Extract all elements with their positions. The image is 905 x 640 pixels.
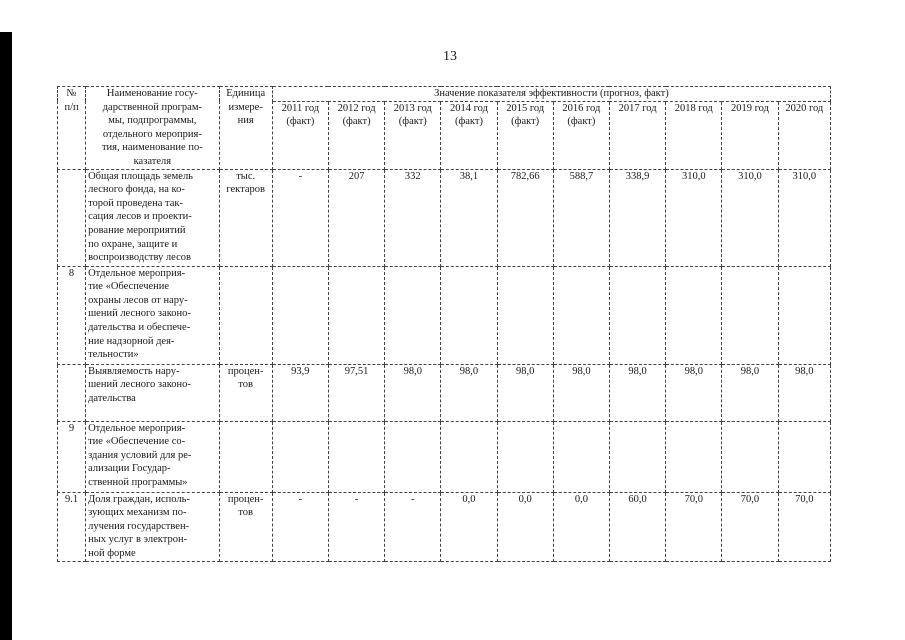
header-year-label: 2016 год <box>562 102 601 114</box>
row-value: 70,0 <box>666 492 722 561</box>
row-value: 98,0 <box>778 364 830 421</box>
row-value: 70,0 <box>722 492 778 561</box>
row-value: 38,1 <box>441 169 497 266</box>
row-number: 9 <box>58 421 86 492</box>
row-value: 60,0 <box>609 492 665 561</box>
row-value <box>609 266 665 364</box>
header-year-label: 2017 год <box>618 102 657 114</box>
row-value: 338,9 <box>609 169 665 266</box>
header-row-1 <box>58 87 831 102</box>
row-value: 98,0 <box>497 364 553 421</box>
row-value: 98,0 <box>385 364 441 421</box>
indicators-table <box>57 86 831 562</box>
row-value <box>666 266 722 364</box>
header-year-label: 2015 год <box>506 102 545 114</box>
row-value <box>385 421 441 492</box>
row-value: 98,0 <box>722 364 778 421</box>
row-name: Доля граждан, исполь- зующих механизм по- лучения государствен- ных услуг в электрон- ной форме <box>86 492 219 561</box>
row-value <box>385 266 441 364</box>
row-value <box>272 266 328 364</box>
row-value: 97,51 <box>328 364 384 421</box>
row-unit <box>219 421 272 492</box>
row-value <box>778 266 830 364</box>
row-value: 0,0 <box>497 492 553 561</box>
row-unit <box>219 266 272 364</box>
header-name: Наименование госу- дарственной програм- мы, подпрограммы, отдельного мероприя- тия, наименование по- казателя <box>86 87 219 170</box>
row-name: Общая площадь земель лесного фонда, на ко- торой проведена так- сация лесов и проекти- рование мероприятий по охране, защите и воспроизводству лесов <box>86 169 219 266</box>
row-value <box>497 421 553 492</box>
row-name: Отдельное мероприя- тие «Обеспечение со- здания условий для ре- ализации Государ- ственной программы» <box>86 421 219 492</box>
row-number: 8 <box>58 266 86 364</box>
row-value <box>497 266 553 364</box>
row-value <box>722 266 778 364</box>
header-year-note: (факт) <box>342 116 371 128</box>
row-value: 98,0 <box>553 364 609 421</box>
header-year <box>272 101 328 169</box>
header-unit: Единица измере- ния <box>219 87 272 170</box>
row-value: 98,0 <box>441 364 497 421</box>
header-year <box>722 101 778 169</box>
table-row <box>58 492 831 561</box>
header-year-note: (факт) <box>511 116 540 128</box>
row-value: - <box>385 492 441 561</box>
row-value: 0,0 <box>553 492 609 561</box>
header-year <box>553 101 609 169</box>
row-value <box>553 266 609 364</box>
row-value: 310,0 <box>666 169 722 266</box>
header-year <box>609 101 665 169</box>
header-year <box>497 101 553 169</box>
row-number: 9.1 <box>58 492 86 561</box>
header-year-note: (факт) <box>454 116 483 128</box>
header-year-label: 2020 год <box>785 102 824 114</box>
row-value <box>328 421 384 492</box>
header-year <box>385 101 441 169</box>
header-year <box>328 101 384 169</box>
row-value <box>441 266 497 364</box>
header-year <box>778 101 830 169</box>
header-year <box>441 101 497 169</box>
row-value: 588,7 <box>553 169 609 266</box>
row-value: 310,0 <box>722 169 778 266</box>
header-year-note: (факт) <box>286 116 315 128</box>
row-value <box>609 421 665 492</box>
row-value <box>778 421 830 492</box>
header-year-note: (факт) <box>567 116 596 128</box>
header-year-label: 2013 год <box>393 102 432 114</box>
row-value: 0,0 <box>441 492 497 561</box>
page-number: 13 <box>443 49 457 64</box>
row-value: 310,0 <box>778 169 830 266</box>
row-value: 207 <box>328 169 384 266</box>
header-values-group: Значение показателя эффективности (прогноз, факт) <box>272 87 830 102</box>
header-year-label: 2014 год <box>449 102 488 114</box>
row-value <box>553 421 609 492</box>
row-value: - <box>272 169 328 266</box>
header-year-label: 2012 год <box>337 102 376 114</box>
table-row <box>58 266 831 364</box>
row-value: 98,0 <box>666 364 722 421</box>
row-value <box>328 266 384 364</box>
row-value <box>722 421 778 492</box>
row-unit: процен- тов <box>219 492 272 561</box>
row-value: 782,66 <box>497 169 553 266</box>
header-year-label: 2011 год <box>281 102 320 114</box>
header-year-label: 2019 год <box>731 102 769 114</box>
row-unit: тыс. гектаров <box>219 169 272 266</box>
row-number <box>58 169 86 266</box>
row-value <box>272 421 328 492</box>
row-value <box>441 421 497 492</box>
table-row <box>58 169 831 266</box>
row-value: 93,9 <box>272 364 328 421</box>
header-year-label: 2018 год <box>674 102 713 114</box>
row-unit: процен- тов <box>219 364 272 421</box>
row-number <box>58 364 86 421</box>
row-value: - <box>272 492 328 561</box>
row-name: Выявляемость нару- шений лесного законо- дательства <box>86 364 219 421</box>
row-value: - <box>328 492 384 561</box>
row-name: Отдельное мероприя- тие «Обеспечение охраны лесов от нару- шений лесного законо- дательства и обеспече- ние надзорной дея- тельности» <box>86 266 219 364</box>
table-row <box>58 421 831 492</box>
header-num: № п/п <box>58 87 86 170</box>
row-value: 332 <box>385 169 441 266</box>
table-row <box>58 364 831 421</box>
row-value: 70,0 <box>778 492 830 561</box>
scan-edge-bar <box>0 32 12 640</box>
row-value <box>666 421 722 492</box>
header-year <box>666 101 722 169</box>
row-value: 98,0 <box>609 364 665 421</box>
header-year-note: (факт) <box>398 116 427 128</box>
